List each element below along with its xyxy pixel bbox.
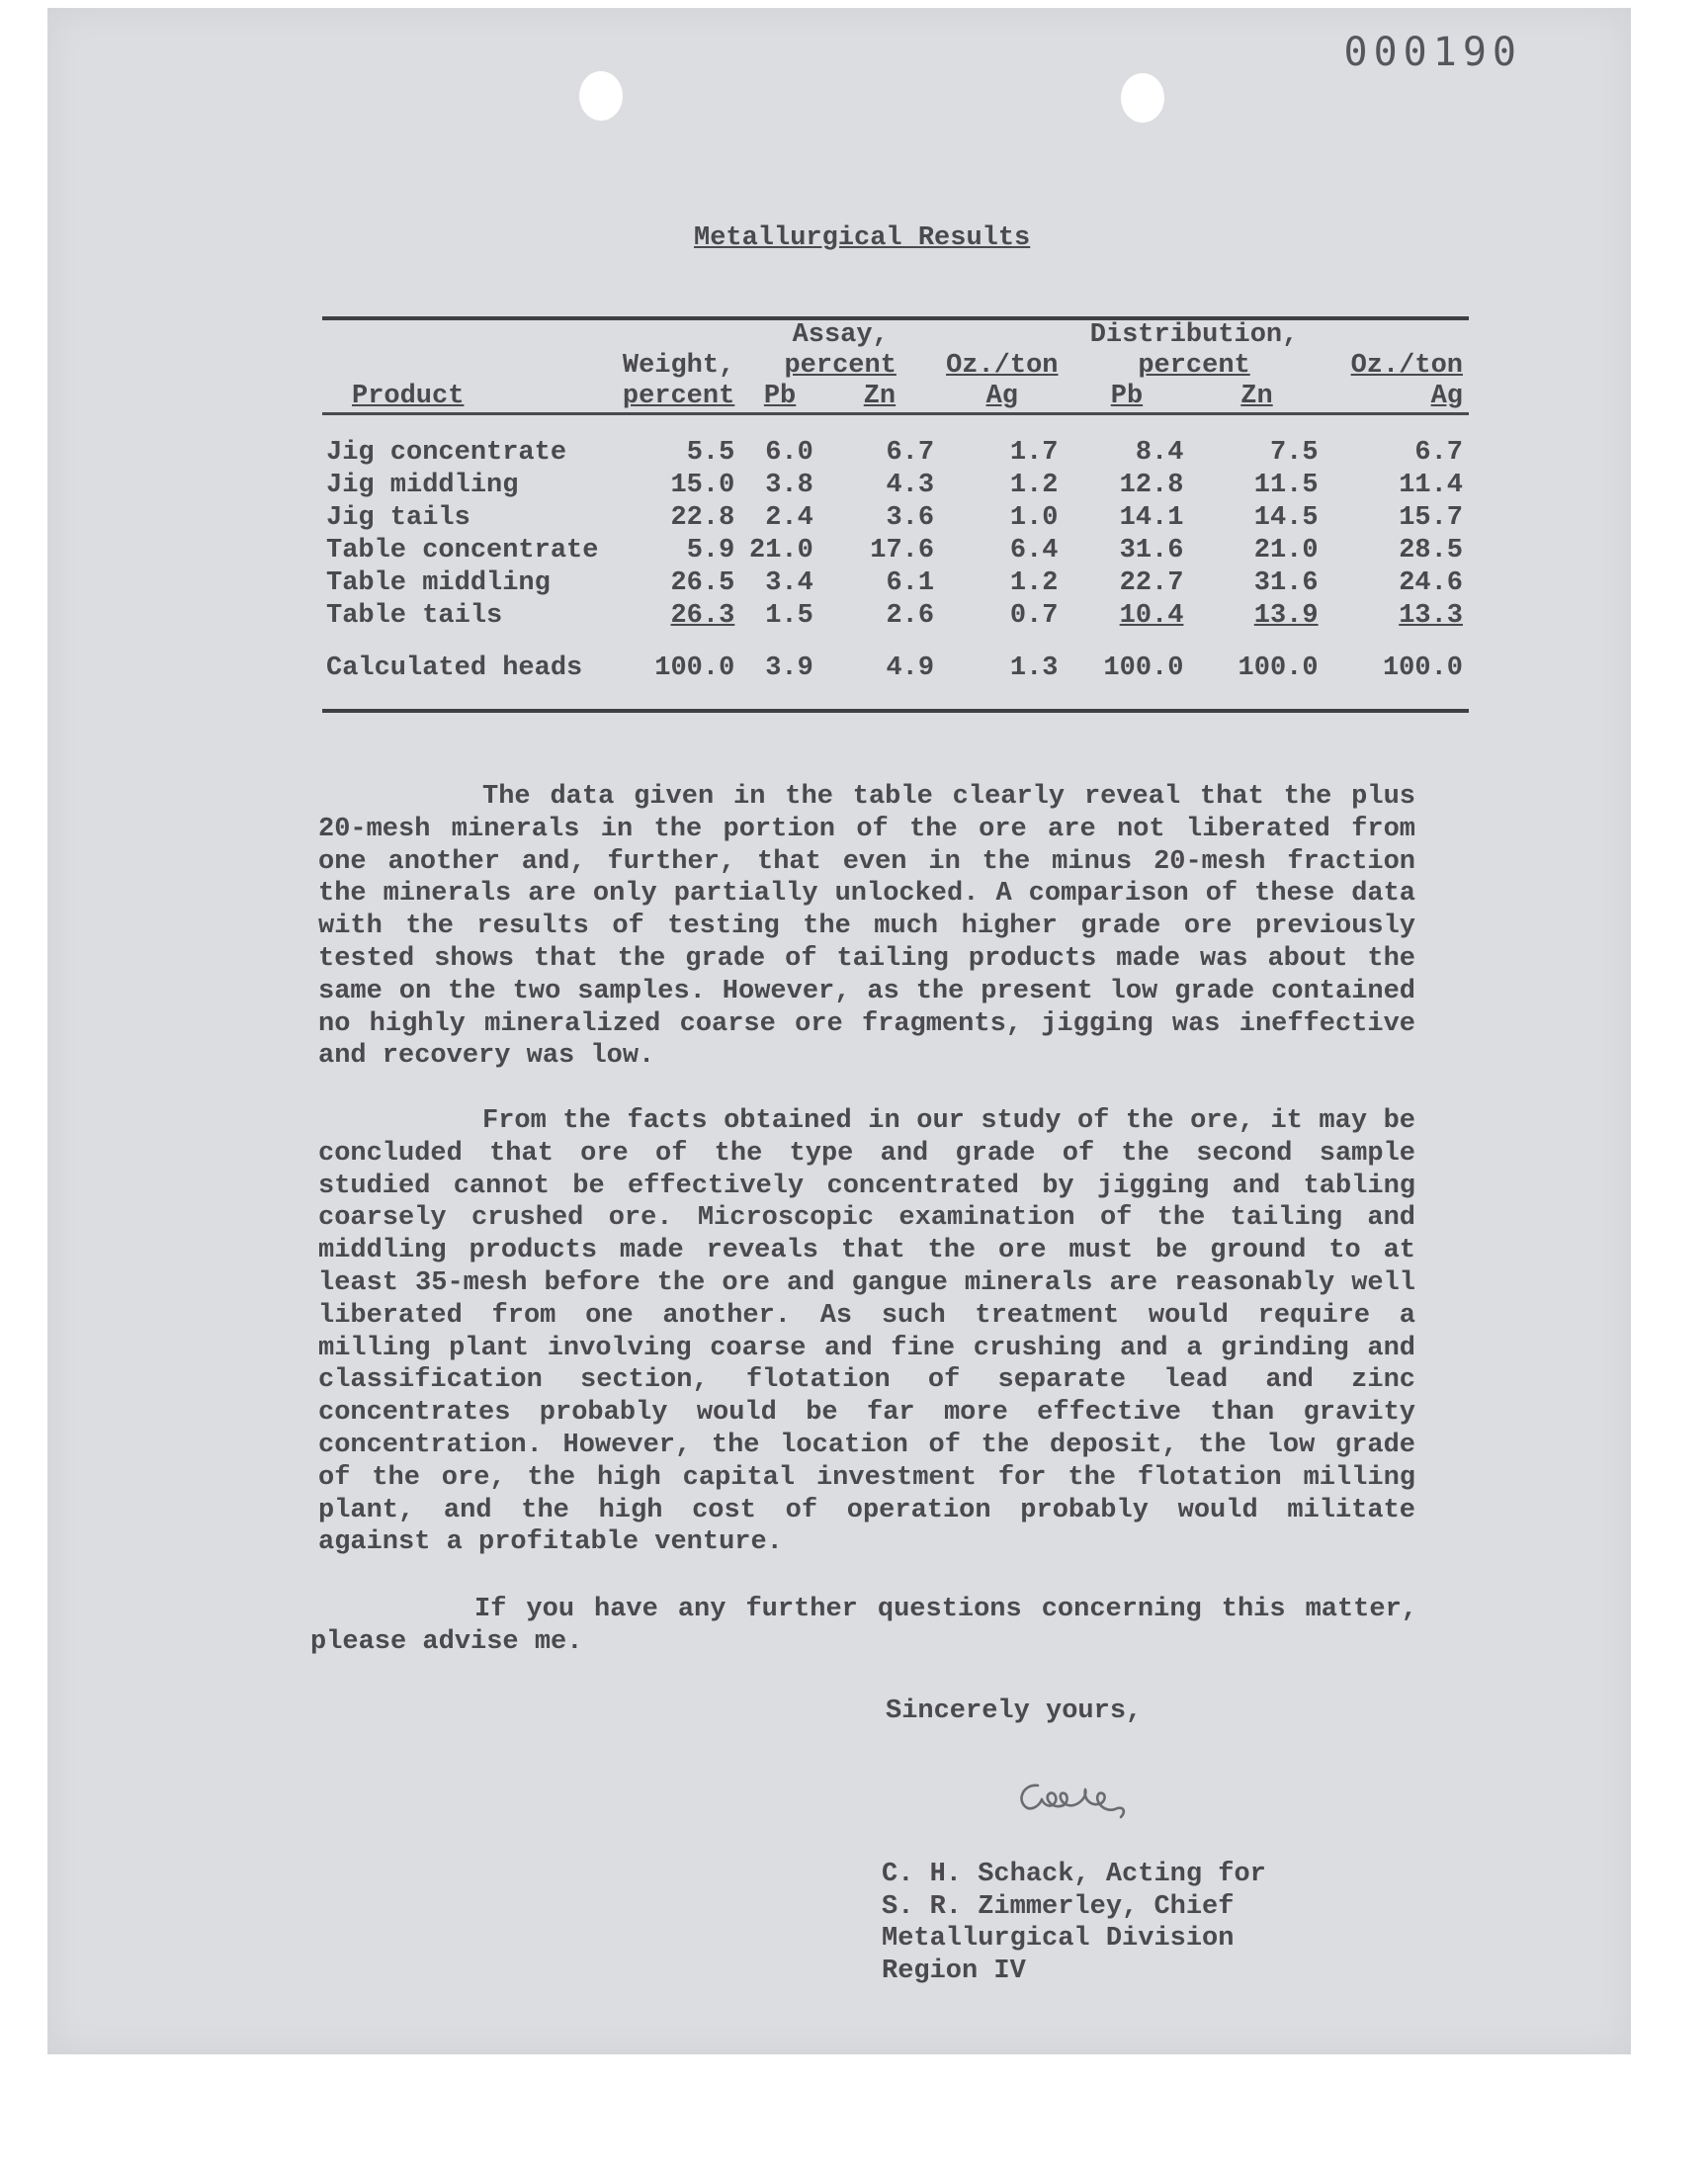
distribution-zn-cell: 13.9 bbox=[1253, 601, 1319, 631]
page-title: Metallurgical Results bbox=[694, 223, 1031, 253]
header-row-2 bbox=[322, 351, 1469, 382]
assay-pb-cell: 21.0 bbox=[749, 536, 813, 566]
distribution-header-1: Distribution, bbox=[1089, 320, 1299, 350]
product-cell: Table concentrate bbox=[326, 536, 599, 566]
distribution-pb-cell: 8.4 bbox=[1135, 438, 1184, 468]
assay-zn-cell: 6.1 bbox=[886, 568, 935, 598]
weight-cell: 22.8 bbox=[670, 503, 735, 533]
body-paragraph: If you have any further questions concerning this matter, please advise me. bbox=[310, 1595, 1417, 1657]
body-paragraph: From the facts obtained in our study of the ore, it may be concluded that ore of the type and grade of the second sample studied cannot be effectively concentrated by jigging and tabling coarsely crushed ore. Microscopic examination of the tailing and middling products made reveals that the ore must be ground to at least 35-mesh before the ore and gangue minerals are reasonably well liberated from one another. As such treatment would require a milling plant involving coarse and fine crushing and a grinding and classification section, flotation of separate lead and zinc concentrates probably would be far more effective than gravity concentration. However, the location of the deposit, the low grade of the ore, the high capital investment for the flotation milling plant, and the high cost of operation probably would militate against a profitable venture. bbox=[318, 1106, 1415, 1558]
assay-header-2: percent bbox=[784, 351, 897, 381]
distribution-pb-cell: 12.8 bbox=[1119, 471, 1184, 500]
assay-zn-cell: 4.3 bbox=[886, 471, 935, 500]
assay-ag-cell: 1.3 bbox=[1009, 653, 1059, 683]
distribution-zn-cell: 100.0 bbox=[1238, 653, 1319, 683]
signature-line: C. H. Schack, Acting for bbox=[882, 1860, 1266, 1889]
distribution-ag-cell: 28.5 bbox=[1399, 536, 1463, 566]
table-row bbox=[322, 600, 1469, 633]
table-row bbox=[322, 567, 1469, 600]
distribution-ag-header: Ag bbox=[1430, 382, 1463, 411]
distribution-pb-header: Pb bbox=[1110, 382, 1144, 411]
distribution-pb-cell: 100.0 bbox=[1103, 653, 1184, 683]
distribution-pb-cell: 14.1 bbox=[1119, 503, 1184, 533]
body-paragraph: The data given in the table clearly reveal that the plus 20-mesh minerals in the portion of the ore are not liberated from one another and, further, that even in the minus 20-mesh fraction the minerals are only partially unlocked. A comparison of these data with the results of testing the much higher grade ore previously tested shows that the grade of tailing products made was about the same on the two samples. However, as the present low grade contained no highly mineralized coarse ore fragments, jigging was ineffective and recovery was low. bbox=[318, 782, 1415, 1072]
results-table bbox=[322, 320, 1469, 709]
product-header: Product bbox=[352, 382, 465, 411]
product-cell: Jig concentrate bbox=[326, 438, 567, 468]
closing: Sincerely yours, bbox=[886, 1696, 1143, 1726]
distribution-header-2: percent bbox=[1138, 351, 1250, 381]
assay-ag-cell: 1.7 bbox=[1009, 438, 1059, 468]
product-cell: Table middling bbox=[326, 568, 551, 598]
weight-cell: 26.3 bbox=[670, 601, 735, 631]
assay-ag-cell: 1.2 bbox=[1009, 471, 1059, 500]
assay-pb-header: Pb bbox=[763, 382, 797, 411]
weight-header-1: Weight, bbox=[622, 351, 735, 381]
table-row bbox=[322, 437, 1469, 470]
weight-cell: 5.9 bbox=[686, 536, 735, 566]
assay-pb-cell: 3.8 bbox=[765, 471, 813, 500]
table-row bbox=[322, 502, 1469, 535]
product-cell: Table tails bbox=[326, 601, 503, 631]
signature-line: S. R. Zimmerley, Chief bbox=[882, 1891, 1235, 1922]
results-table-container bbox=[322, 316, 1469, 713]
assay-zn-cell: 3.6 bbox=[886, 503, 935, 533]
table-row bbox=[322, 535, 1469, 567]
total-row bbox=[322, 633, 1469, 709]
handwritten-signature bbox=[1012, 1770, 1141, 1834]
weight-cell: 26.5 bbox=[670, 568, 735, 598]
signature-line: Metallurgical Division bbox=[882, 1924, 1235, 1954]
table-bottom-rule bbox=[322, 709, 1469, 713]
distribution-ag-cell: 100.0 bbox=[1382, 653, 1463, 683]
table-row bbox=[322, 470, 1469, 502]
weight-cell: 15.0 bbox=[670, 471, 735, 500]
distribution-ag-cell: 15.7 bbox=[1399, 503, 1463, 533]
punch-hole-left bbox=[579, 71, 623, 121]
distribution-zn-header: Zn bbox=[1240, 382, 1273, 411]
assay-ag-cell: 1.0 bbox=[1009, 503, 1059, 533]
distribution-ag-cell: 24.6 bbox=[1399, 568, 1463, 598]
punch-hole-right bbox=[1121, 73, 1164, 123]
assay-pb-cell: 1.5 bbox=[765, 601, 813, 631]
distribution-pb-cell: 31.6 bbox=[1119, 536, 1184, 566]
assay-pb-cell: 6.0 bbox=[765, 438, 813, 468]
distribution-zn-cell: 31.6 bbox=[1253, 568, 1319, 598]
distribution-zn-cell: 7.5 bbox=[1269, 438, 1319, 468]
distribution-pb-cell: 10.4 bbox=[1119, 601, 1184, 631]
product-cell: Calculated heads bbox=[326, 653, 583, 683]
assay-ag-header: Ag bbox=[985, 382, 1018, 411]
assay-pb-cell: 3.4 bbox=[765, 568, 813, 598]
distribution-zn-cell: 21.0 bbox=[1253, 536, 1319, 566]
assay-zn-cell: 4.9 bbox=[886, 653, 935, 683]
weight-header-2: percent bbox=[622, 382, 735, 411]
assay-pb-cell: 2.4 bbox=[765, 503, 813, 533]
signature-initials-image bbox=[1012, 1770, 1141, 1829]
distribution-ag-cell: 6.7 bbox=[1414, 438, 1463, 468]
assay-pb-cell: 3.9 bbox=[765, 653, 813, 683]
header-row-3 bbox=[322, 382, 1469, 414]
weight-cell: 100.0 bbox=[654, 653, 735, 683]
assay-zn-cell: 17.6 bbox=[870, 536, 935, 566]
assay-ozton-header: Oz./ton bbox=[946, 351, 1059, 381]
weight-cell: 5.5 bbox=[686, 438, 735, 468]
signature-block bbox=[882, 1859, 1266, 1987]
product-cell: Jig middling bbox=[326, 471, 519, 500]
header-row-1 bbox=[322, 320, 1469, 351]
distribution-ag-cell: 13.3 bbox=[1399, 601, 1463, 631]
product-cell: Jig tails bbox=[326, 503, 470, 533]
assay-zn-header: Zn bbox=[863, 382, 897, 411]
distribution-zn-cell: 11.5 bbox=[1253, 471, 1319, 500]
assay-zn-cell: 6.7 bbox=[886, 438, 935, 468]
document-number: 000190 bbox=[1343, 30, 1522, 75]
assay-header-1: Assay, bbox=[792, 320, 889, 350]
assay-ag-cell: 0.7 bbox=[1009, 601, 1059, 631]
assay-zn-cell: 2.6 bbox=[886, 601, 935, 631]
distribution-ozton-header: Oz./ton bbox=[1350, 351, 1463, 381]
assay-ag-cell: 6.4 bbox=[1009, 536, 1059, 566]
distribution-ag-cell: 11.4 bbox=[1399, 471, 1463, 500]
assay-ag-cell: 1.2 bbox=[1009, 568, 1059, 598]
distribution-pb-cell: 22.7 bbox=[1119, 568, 1184, 598]
distribution-zn-cell: 14.5 bbox=[1253, 503, 1319, 533]
signature-line: Region IV bbox=[882, 1956, 1026, 1986]
